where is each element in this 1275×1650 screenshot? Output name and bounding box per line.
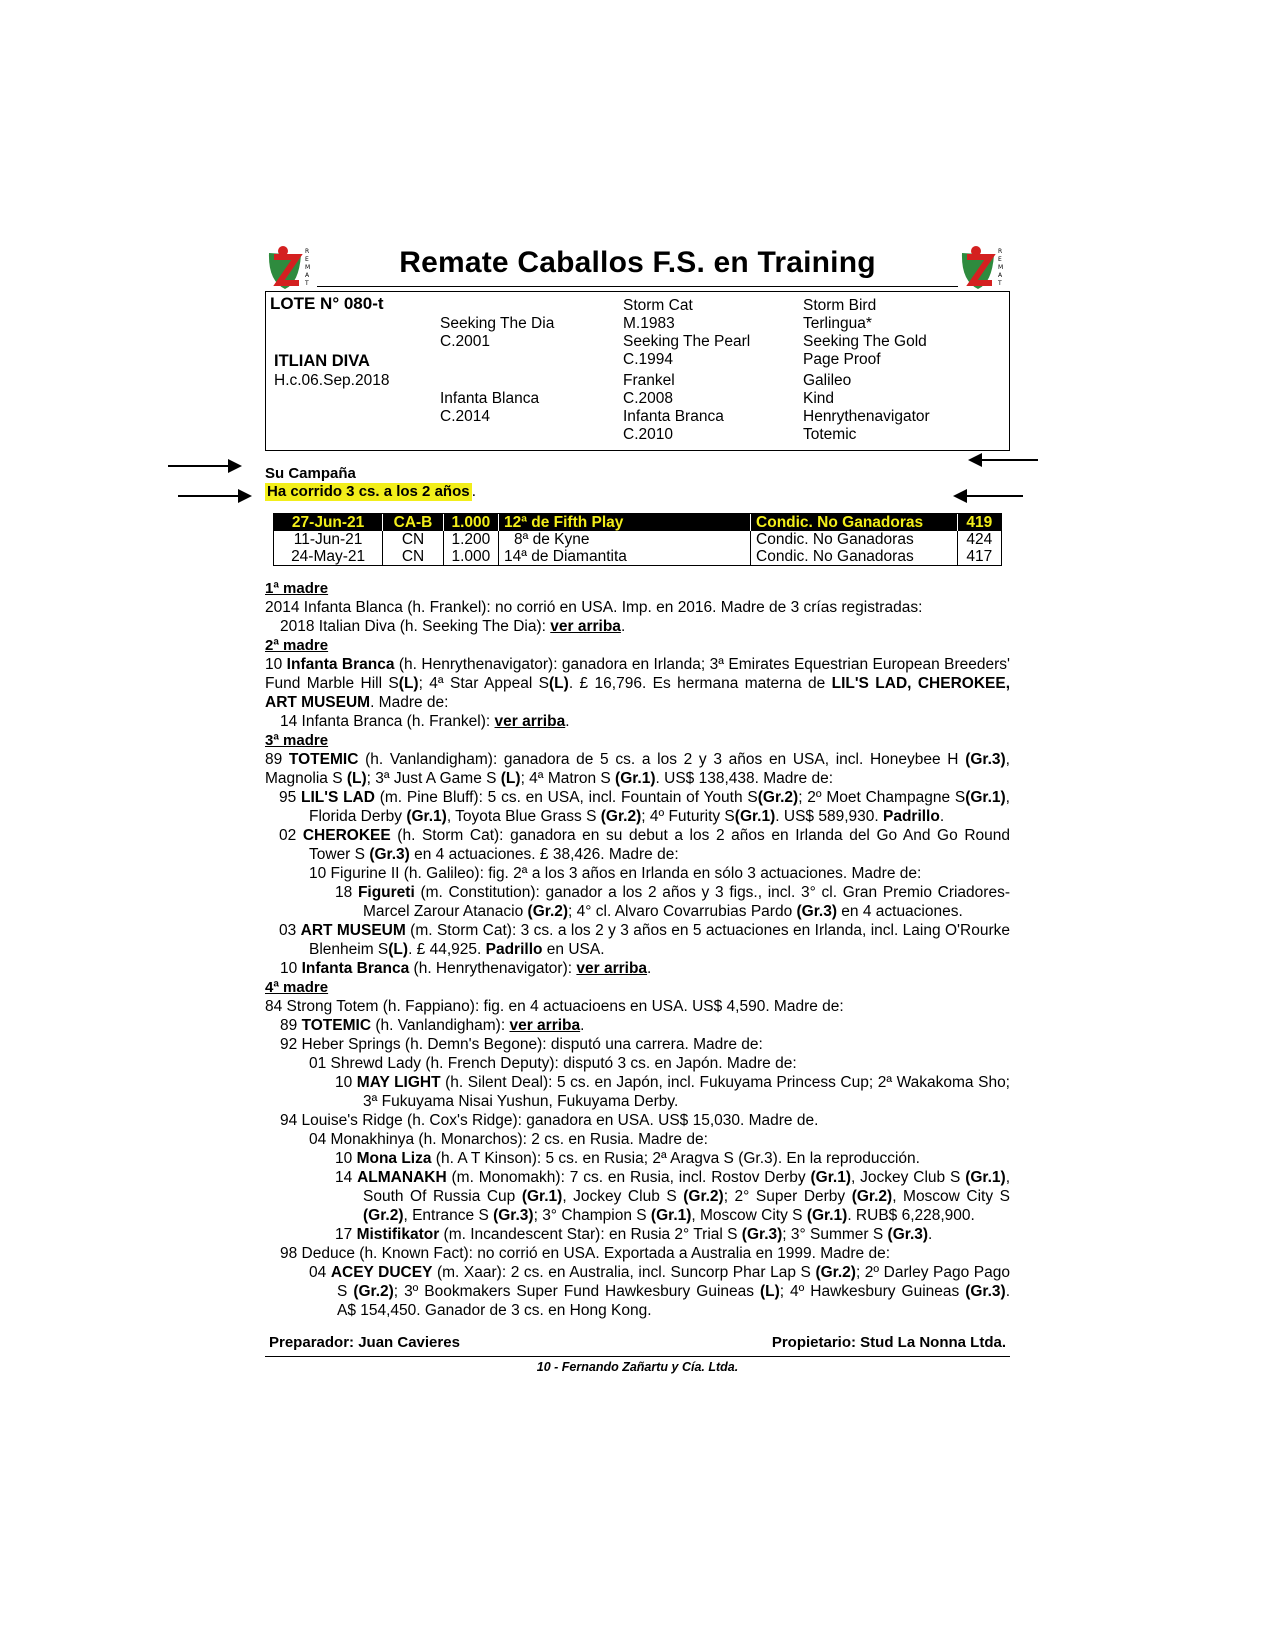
race-number: 424	[957, 531, 1001, 548]
race-condition: Condic. No Ganadoras	[751, 531, 958, 548]
grandsire-2-info: C.2008	[623, 390, 673, 407]
campaign-title: Su Campaña	[265, 465, 356, 482]
trainer: Preparador: Juan Cavieres	[269, 1334, 460, 1351]
svg-text:A: A	[998, 272, 1003, 279]
svg-text:M: M	[305, 264, 311, 271]
page-footer	[265, 1334, 1010, 1352]
race-number: 417	[957, 548, 1001, 565]
ggs-1: Storm Bird	[803, 297, 877, 314]
produce-entry: 03 ART MUSEUM (m. Storm Cat): 3 cs. a los 2 y 3 años en 5 actuaciones en Irlanda, incl. Laing O'Rourke Blenheim S(L). £ 44,925. Padrillo en USA.	[279, 922, 1010, 958]
arrow-right-campaign	[168, 465, 240, 467]
dam-entry: 84 Strong Totem (h. Fappiano): fig. en 4 actuacioens en USA. US$ 4,590. Madre de:	[265, 998, 844, 1015]
svg-text:M: M	[998, 264, 1004, 271]
granddam-1: Seeking The Pearl	[623, 333, 751, 350]
owner: Propietario: Stud La Nonna Ltda.	[771, 1334, 1006, 1351]
race-track: CN	[383, 531, 444, 548]
header-rule	[317, 286, 958, 287]
ggs-8: Totemic	[803, 426, 857, 443]
page-number: 10 - Fernando Zañartu y Cía. Ltda.	[536, 1360, 739, 1374]
produce-entry: 94 Louise's Ridge (h. Cox's Ridge): ganadora en USA. US$ 15,030. Madre de.	[280, 1112, 819, 1129]
granddam-2-info: C.2010	[623, 426, 673, 443]
granddam-1-info: C.1994	[623, 351, 673, 368]
zr-logo-icon	[958, 243, 1010, 291]
grandsire-1-info: M.1983	[623, 315, 675, 332]
svg-text:T: T	[305, 280, 309, 287]
race-date: 24-May-21	[291, 548, 366, 565]
produce-entry: 18 Figureti (m. Constitution): ganador a los 2 años y 3 figs., incl. 3° cl. Gran Premio Criadores-Marcel Zarour Atanacio (Gr.2); 4° cl. Alvaro Covarrubias Pardo (Gr.3) en 4 actuaciones.	[335, 884, 1010, 920]
dam-entry: 89 TOTEMIC (h. Vanlandigham): ganadora de 5 cs. a los 2 y 3 años en USA, incl. Honeybee H (Gr.3), Magnolia S (L); 3ª Just A Game S (L); 4ª Matron S (Gr.1). US$ 138,438. Madre de:	[265, 751, 1010, 787]
horse-info: H.c.06.Sep.2018	[274, 372, 390, 389]
produce-entry: 89 TOTEMIC (h. Vanlandigham): ver arriba.	[280, 1017, 585, 1034]
family-section	[265, 579, 1010, 1320]
race-result: 12ª de Fifth Play	[498, 514, 750, 531]
produce-entry: 04 ACEY DUCEY (m. Xaar): 2 cs. en Australia, incl. Suncorp Phar Lap S (Gr.2); 2º Darley Pago Pago S (Gr.2); 3º Bookmakers Super Fund Hawkesbury Guineas (L); 4º Hawkesbury Guineas (Gr.3). A$ 154,450. Ganador de 3 cs. en Hong Kong.	[309, 1264, 1011, 1319]
produce-entry: 95 LIL'S LAD (m. Pine Bluff): 5 cs. en USA, incl. Fountain of Youth S(Gr.2); 2º Moet Champagne S(Gr.1), Florida Derby (Gr.1), Toyota Blue Grass S (Gr.2); 4º Futurity S(Gr.1). US$ 589,930. Padrillo.	[279, 789, 1010, 825]
granddam-2: Infanta Branca	[623, 408, 724, 425]
produce-entry: 02 CHEROKEE (h. Storm Cat): ganadora en su debut a los 2 años en Irlanda del Go And Go Round Tower S (Gr.3) en 4 actuaciones. £ 38,426. Madre de:	[279, 827, 1010, 863]
svg-text:E: E	[305, 256, 309, 263]
dam-info: C.2014	[440, 408, 490, 425]
race-row	[274, 531, 1001, 548]
dam-entry: 10 Infanta Branca (h. Henrythenavigator): ganadora en Irlanda; 3ª Emirates Equestrian European Breeders' Fund Marble Hill S(L); 4ª Star Appeal S(L). £ 16,796. Es hermana materna de LIL'S LAD, CHEROKEE, ART MUSEUM. Madre de:	[265, 656, 1011, 711]
race-condition: Condic. No Ganadoras	[751, 514, 958, 531]
campaign-summary: Ha corrido 3 cs. a los 2 años	[267, 483, 470, 500]
race-row	[274, 548, 1001, 565]
race-table	[273, 513, 1002, 566]
race-condition: Condic. No Ganadoras	[751, 548, 958, 565]
race-distance: 1.000	[443, 514, 498, 531]
svg-text:A: A	[305, 272, 310, 279]
catalog-page: R E M A T Remate Caballos F.S. en Training R E M A T LOTE N° 080-t ITLIAN DIVA H.c.06.Sep.2018 Seeking The Dia C.2001 Infanta Blanca C.2014 Storm Cat M.1983 Seeking The Pearl C.1994 Frankel C.2008 Infanta Branca C.2010 Storm Bird Terlingua* Seeking The Gold Page Proof Galileo Kind Henrythenavigator Totemic Su Campaña Ha corrido 3 cs. a los 2 años . 27-Jun-21 CA-B 1.000 12ª de Fifth Play Condic. No Ganadoras 419 11-Jun-21 CN 1.200 8ª de Kyne Condic. No Ganadoras 424 24-May-21 CN 1.000 14ª de Diamantita Condic. No Ganadoras 417 1ª madre 2014 Infanta Blanca (h. Frankel): no corrió en USA. Imp. en 2016. Madre de 3 crías registradas: 2018 Italian Diva (h. Seeking The Dia): ver arriba. 2ª madre 10 Infanta Branca (h. Henrythenavigator): ganadora en Irlanda; 3ª Emirates Equestrian European Breeders' Fund Marble Hill S(L); 4ª Star Appeal S(L). £ 16,796. Es hermana materna de LIL'S LAD, CHEROKEE, ART MUSEUM. Madre de: 14 Infanta Branca (h. Frankel): ver arriba. 3ª madre 89 TOTEMIC (h. Vanlandigham): ganadora de 5 cs. a los 2 y 3 años en USA, incl. Honeybee H (Gr.3), Magnolia S (L); 3ª Just A Game S (L); 4ª Matron S (Gr.1). US$ 138,438. Madre de: 95 LIL'S LAD (m. Pine Bluff): 5 cs. en USA, incl. Fountain of Youth S(Gr.2); 2º Moet Champagne S(Gr.1), Florida Derby (Gr.1), Toyota Blue Grass S (Gr.2); 4º Futurity S(Gr.1). US$ 589,930. Padrillo. 02 CHEROKEE (h. Storm Cat): ganadora en su debut a los 2 años en Irlanda del Go And Go Round Tower S (Gr.3) en 4 actuaciones. £ 38,426. Madre de: 10 Figurine II (h. Galileo): fig. 2ª a los 3 años en Irlanda en sólo 3 actuaciones. Madre de: 18 Figureti (m. Constitution): ganador a los 2 años y 3 figs., incl. 3° cl. Gran Premio Criadores-Marcel Zarour Atanacio (Gr.2); 4° cl. Alvaro Covarrubias Pardo (Gr.3) en 4 actuaciones. 03 ART MUSEUM (m. Storm Cat): 3 cs. a los 2 y 3 años en 5 actuaciones en Irlanda, incl. Laing O'Rourke Blenheim S(L). £ 44,925. Padrillo en USA. 10 Infanta Branca (h. Henrythenavigator): ver arriba. 4ª madre 84 Strong Totem (h. Fappiano): fig. en 4 actuacioens en USA. US$ 4,590. Madre de: 89 TOTEMIC (h. Vanlandigham): ver arriba. 92 Heber Springs (h. Demn's Begone): disputó una carrera. Madre de: 01 Shrewd Lady (h. French Deputy): disputó 3 cs. en Japón. Madre de: 10 MAY LIGHT (h. Silent Deal): 5 cs. en Japón, incl. Fukuyama Princess Cup; 2ª Wakakoma Sho; 3ª Fukuyama Nisai Yushun, Fukuyama Derby. 94 Louise's Ridge (h. Cox's Ridge): ganadora en USA. US$ 15,030. Madre de. 04 Monakhinya (h. Monarchos): 2 cs. en Rusia. Madre de: 10 Mona Liza (h. A T Kinson): 5 cs. en Rusia; 2ª Aragva S (Gr.3). En la reproducción. 14 ALMANAKH (m. Monomakh): 7 cs. en Rusia, incl. Rostov Derby (Gr.1), Jockey Club S (Gr.1), South Of Russia Cup (Gr.1), Jockey Club S (Gr.2); 2° Super Derby (Gr.2), Moscow City S (Gr.2), Entrance S (Gr.3); 3° Champion S (Gr.1), Moscow City S (Gr.1). RUB$ 6,228,900. 17 Mistifikator (m. Incandescent Star): en Rusia 2° Trial S (Gr.3); 3° Summer S (Gr.3). 98 Deduce (h. Known Fact): no corrió en USA. Exportada a Australia en 1999. Madre de: 04 ACEY DUCEY (m. Xaar): 2 cs. en Australia, incl. Suncorp Phar Lap S (Gr.2); 2º Darley Pago Pago S (Gr.2); 3º Bookmakers Super Fund Hawkesbury Guineas (L); 4º Hawkesbury Guineas (Gr.3). A$ 154,450. Ganador de 3 cs. en Hong Kong. Preparador: Juan Cavieres Propietario: Stud La Nonna Ltda. 10 - Fernando Zañartu y Cía. Ltda.	[265, 240, 1010, 1374]
svg-text:R: R	[305, 248, 310, 255]
produce-entry: 14 Infanta Branca (h. Frankel): ver arriba.	[280, 713, 570, 730]
lot-number: LOTE N° 080-t	[270, 294, 384, 313]
dam-entry: 2014 Infanta Blanca (h. Frankel): no corrió en USA. Imp. en 2016. Madre de 3 crías registradas:	[265, 599, 923, 616]
produce-entry: 14 ALMANAKH (m. Monomakh): 7 cs. en Rusia, incl. Rostov Derby (Gr.1), Jockey Club S (Gr.1), South Of Russia Cup (Gr.1), Jockey Club S (Gr.2); 2° Super Derby (Gr.2), Moscow City S (Gr.2), Entrance S (Gr.3); 3° Champion S (Gr.1), Moscow City S (Gr.1). RUB$ 6,228,900.	[335, 1169, 1010, 1224]
ggs-5: Galileo	[803, 372, 852, 389]
section-first-dam: 1ª madre	[265, 580, 329, 597]
ggs-6: Kind	[803, 390, 835, 407]
horse-name: ITLIAN DIVA	[274, 352, 370, 370]
section-third-dam: 3ª madre	[265, 732, 329, 749]
race-track: CN	[383, 548, 444, 565]
race-row-highlighted	[274, 514, 1001, 531]
race-number: 419	[957, 514, 1001, 531]
ggs-4: Page Proof	[803, 351, 881, 368]
ggs-2: Terlingua*	[803, 315, 872, 332]
produce-entry: 01 Shrewd Lady (h. French Deputy): disputó 3 cs. en Japón. Madre de:	[309, 1055, 797, 1072]
grandsire-2: Frankel	[623, 372, 675, 389]
produce-entry: 10 MAY LIGHT (h. Silent Deal): 5 cs. en Japón, incl. Fukuyama Princess Cup; 2ª Wakakoma Sho; 3ª Fukuyama Nisai Yushun, Fukuyama Derby.	[335, 1074, 1010, 1110]
produce-entry: 10 Infanta Branca (h. Henrythenavigator): ver arriba.	[280, 960, 652, 977]
produce-entry: 2018 Italian Diva (h. Seeking The Dia): ver arriba.	[280, 618, 626, 635]
race-distance: 1.000	[443, 548, 498, 565]
produce-entry: 98 Deduce (h. Known Fact): no corrió en USA. Exportada a Australia en 1999. Madre de:	[280, 1245, 891, 1262]
produce-entry: 92 Heber Springs (h. Demn's Begone): disputó una carrera. Madre de:	[280, 1036, 763, 1053]
svg-text:T: T	[998, 280, 1002, 287]
produce-entry: 17 Mistifikator (m. Incandescent Star): en Rusia 2° Trial S (Gr.3); 3° Summer S (Gr.3).	[335, 1226, 933, 1243]
dam: Infanta Blanca	[440, 390, 540, 407]
zr-logo-icon	[265, 243, 317, 291]
race-result: 14ª de Diamantita	[498, 548, 750, 565]
produce-entry: 10 Figurine II (h. Galileo): fig. 2ª a los 3 años en Irlanda en sólo 3 actuaciones. Madre de:	[309, 865, 922, 882]
sire-info: C.2001	[440, 333, 490, 350]
pedigree-box	[265, 291, 1010, 451]
svg-text:E: E	[998, 256, 1002, 263]
race-date: 27-Jun-21	[274, 514, 383, 531]
race-track: CA-B	[383, 514, 444, 531]
grandsire-1: Storm Cat	[623, 297, 693, 314]
footer-rule	[265, 1356, 1010, 1357]
page-title: Remate Caballos F.S. en Training	[399, 246, 876, 279]
race-result: 8ª de Kyne	[498, 531, 750, 548]
arrow-right-race	[178, 495, 250, 497]
ggs-3: Seeking The Gold	[803, 333, 927, 350]
page-header	[265, 240, 1010, 295]
sire: Seeking The Dia	[440, 315, 555, 332]
produce-entry: 04 Monakhinya (h. Monarchos): 2 cs. en Rusia. Madre de:	[309, 1131, 708, 1148]
race-date: 11-Jun-21	[293, 531, 363, 548]
ggs-7: Henrythenavigator	[803, 408, 930, 425]
section-fourth-dam: 4ª madre	[265, 979, 329, 996]
produce-entry: 10 Mona Liza (h. A T Kinson): 5 cs. en Rusia; 2ª Aragva S (Gr.3). En la reproducción.	[335, 1150, 920, 1167]
race-distance: 1.200	[443, 531, 498, 548]
svg-text:R: R	[998, 248, 1003, 255]
section-second-dam: 2ª madre	[265, 637, 329, 654]
